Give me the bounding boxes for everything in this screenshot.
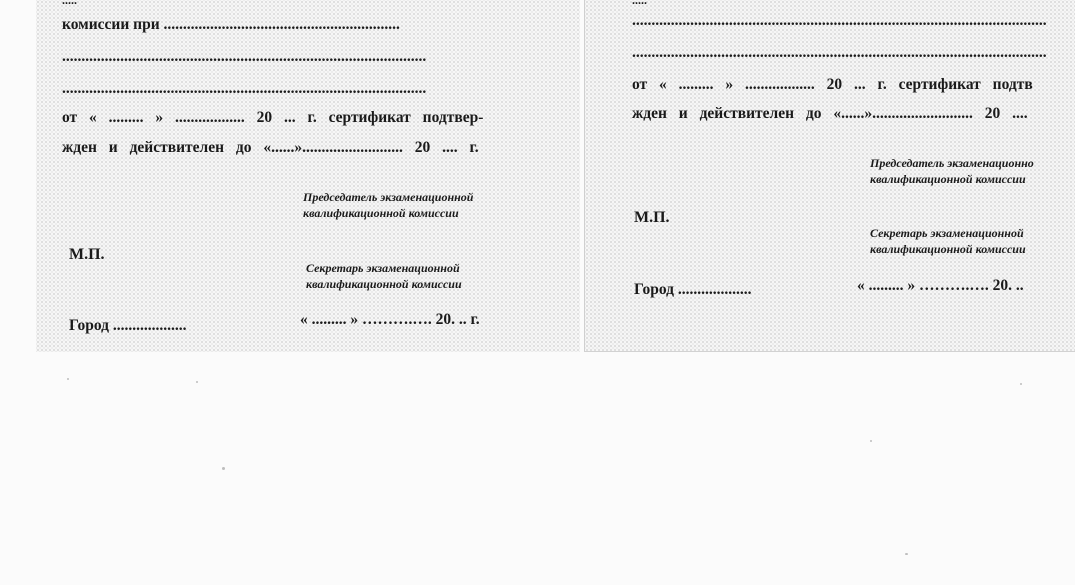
dotted-fill-line: .............................................................................................. xyxy=(62,80,427,97)
secretary-signature-label xyxy=(870,225,1026,257)
valid-until-line: жден и действителен до «......».......................... 20 .... г. xyxy=(62,139,479,156)
scan-speck xyxy=(905,553,908,555)
signing-date-line: « ......... » ……….…. 20. .. xyxy=(857,277,1024,294)
scan-speck xyxy=(67,378,69,380)
scan-speck xyxy=(870,440,872,442)
stamp-place-label: М.П. xyxy=(634,209,670,226)
dotted-fill-line: ........................................................................................................... xyxy=(632,44,1047,61)
signing-date-line: « ......... » ……….…. 20. .. г. xyxy=(300,311,480,328)
valid-until-line: жден и действителен до «......».......................... 20 .... xyxy=(632,105,1028,122)
top-cut-text: ..... xyxy=(62,0,77,7)
secretary-label-line2: квалификационной комиссии xyxy=(306,277,462,291)
secretary-label-line2: квалификационной комиссии xyxy=(870,242,1026,256)
dotted-fill-line: .............................................................................................. xyxy=(62,48,427,65)
chairman-signature-label xyxy=(303,189,473,221)
scan-speck xyxy=(196,381,198,383)
commission-line: комиссии при ............................................................. xyxy=(62,16,400,33)
city-line: Город ................... xyxy=(634,281,752,298)
issued-date-line: от « ......... » .................. 20 ... г. сертификат подтв xyxy=(632,76,1033,93)
issued-date-line: от « ......... » .................. 20 ... г. сертификат подтвер- xyxy=(62,109,484,126)
scan-speck xyxy=(222,467,225,470)
secretary-label-line1: Секретарь экзаменационной xyxy=(870,226,1024,240)
chairman-signature-label xyxy=(870,155,1034,187)
secretary-label-line1: Секретарь экзаменационной xyxy=(306,261,460,275)
secretary-signature-label xyxy=(306,260,462,292)
dotted-fill-line: ........................................................................................................... xyxy=(632,12,1047,29)
chairman-label-line2: квалификационной комиссии xyxy=(303,206,459,220)
chairman-label-line1: Председатель экзаменационной xyxy=(303,190,474,204)
top-cut-text: ..... xyxy=(632,0,647,7)
city-line: Город ................... xyxy=(69,317,187,334)
chairman-label-line2: квалификационной комиссии xyxy=(870,172,1026,186)
stamp-place-label: М.П. xyxy=(69,246,105,263)
certificate-page-left xyxy=(36,0,580,352)
chairman-label-line1: Председатель экзаменационно xyxy=(870,156,1034,170)
scan-speck xyxy=(1020,383,1022,385)
certificate-page-right xyxy=(584,0,1075,352)
